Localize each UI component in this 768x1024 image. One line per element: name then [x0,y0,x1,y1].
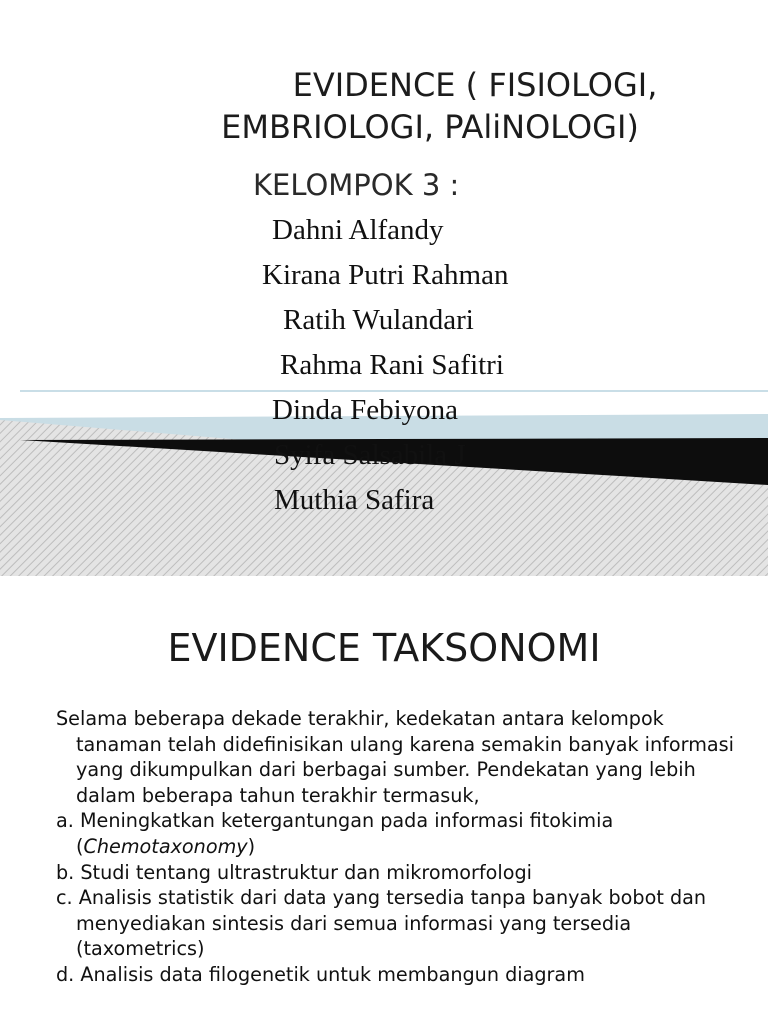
title-line-1: EVIDENCE ( FISIOLOGI, [292,66,658,104]
content-slide [0,576,768,1024]
intro-paragraph: Selama beberapa dekade terakhir, kedekatan antara kelompok tanaman telah didefinisikan ulang karena semakin banyak informasi yang dikumpulkan dari berbagai sumber. Pendekatan yang lebih dalam beberapa tahun terakhir termasuk, [56,707,734,807]
slide-body [56,706,746,988]
member-name: Syifa Salsabila J [274,439,466,471]
list-item-a [56,808,746,859]
item-a-italic: Chemotaxonomy [83,834,248,858]
group-label: KELOMPOK 3 : [253,168,460,202]
list-item-b: b. Studi tentang ultrastruktur dan mikromorfologi [56,860,533,884]
item-a-text: a. Meningkatkan ketergantungan pada informasi fitokimia ( [56,809,614,858]
title-line-2: EMBRIOLOGI, PAliNOLOGI) [221,108,639,146]
member-name: Dahni Alfandy [272,214,444,246]
member-name: Rahma Rani Safitri [280,349,504,381]
member-name: Muthia Safira [274,484,435,516]
list-item-c: c. Analisis statistik dari data yang tersedia tanpa banyak bobot dan menyediakan sintesis dari semua informasi yang tersedia (taxometrics) [56,886,707,961]
slide-title: EVIDENCE TAKSONOMI [167,626,601,670]
member-name: Dinda Febiyona [272,394,459,426]
list-item-d: d. Analisis data filogenetik untuk membangun diagram [56,962,585,986]
member-name: Kirana Putri Rahman [262,259,509,291]
member-name: Ratih Wulandari [283,304,474,336]
item-a-suffix: ) [247,834,256,858]
slide-title [150,64,710,148]
